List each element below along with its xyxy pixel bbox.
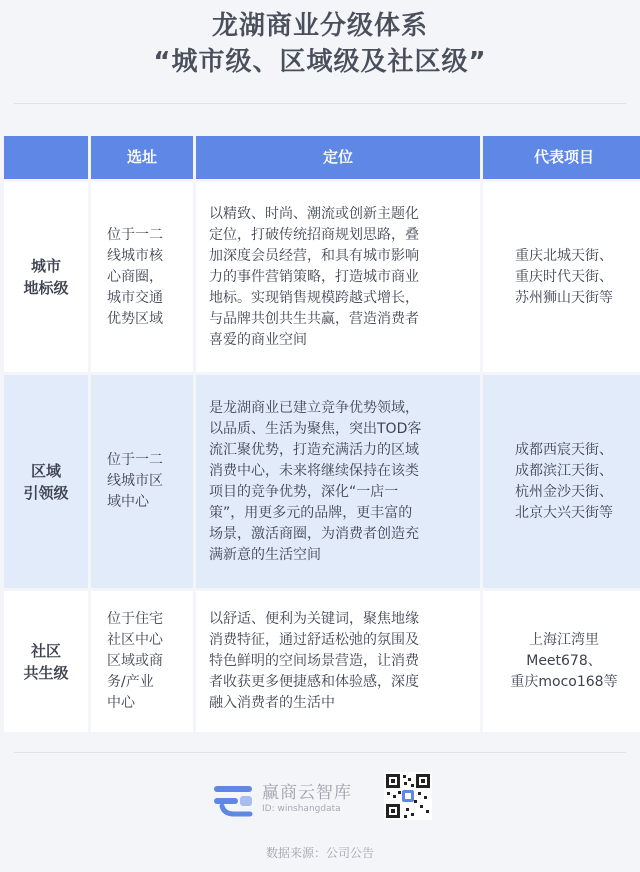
qr-code-icon (384, 772, 432, 820)
positioning-text: 以舒适、便利为关键词，聚焦地缘 消费特征，通过舒适松弛的氛围及 特色鲜明的空间场景营造，让消费 者收获更多便捷感和体验感，深度 融入消费者的生活中 (209, 611, 419, 711)
projects-text: 重庆北城天街、 重庆时代天街、 苏州狮山天街等 (515, 247, 613, 306)
title-divider (14, 103, 626, 104)
header-level (4, 136, 88, 179)
classification-table (4, 136, 636, 732)
positioning-text: 以精致、时尚、潮流或创新主题化 定位，打破传统招商规划思路，叠 加深度会员经营，和具有城市影响 力的事件营销策略，打造城市商业 地标。实现销售规模跨越式增长， 与品牌共创共生共赢，营造消费者 喜爱的商业空间 (209, 205, 419, 348)
brand-name: 赢商云智库 (262, 783, 352, 803)
title-line-2: “城市级、区域级及社区级” (153, 47, 487, 77)
level-label: 社区 共生级 (23, 641, 69, 682)
table-row-2-level (4, 375, 88, 588)
table-row-3-projects (483, 591, 640, 732)
header-positioning: 定位 (196, 136, 480, 179)
table-row-1-location (91, 182, 193, 372)
table-row-3-positioning (196, 591, 480, 732)
positioning-text: 是龙湖商业已建立竞争优势领域， 以品质、生活为聚焦，突出TOD客 流汇聚优势，打造充满活力的区域 消费中心，未来将继续保持在该类 项目的竞争优势，深化“一店一 策”，用更多元的品牌，更丰富的 场景，激活商圈，为消费者创造充 满新意的生活空间 (209, 399, 422, 563)
title-line-1: 龙湖商业分级体系 (211, 11, 428, 41)
level-label: 城市 地标级 (23, 257, 69, 297)
data-source-note: 数据来源：公司公告 (265, 846, 374, 860)
table-row-1-level (4, 182, 88, 372)
table-row-2-projects (483, 375, 640, 588)
level-label: 区域 引领级 (23, 461, 69, 502)
table-row-3-location (91, 591, 193, 732)
brand-id: ID: winshangdata (262, 804, 341, 814)
location-text: 位于住宅 社区中心 区域或商 务/产业 中心 (107, 611, 163, 711)
table-row-1-positioning (196, 182, 480, 372)
projects-text: 上海江湾里 Meet678、 重庆moco168等 (510, 632, 618, 690)
winshang-logo-icon (212, 778, 256, 818)
table-row-2-positioning (196, 375, 480, 588)
location-text: 位于一二 线城市区 域中心 (107, 452, 163, 510)
projects-text: 成都西宸天街、 成都滨江天街、 杭州金沙天街、 北京大兴天街等 (515, 441, 613, 521)
location-text: 位于一二 线城市核 心商圈， 城市交通 优势区域 (107, 226, 163, 327)
table-row-2-location (91, 375, 193, 588)
table-row-1-projects (483, 182, 640, 372)
footer-divider (14, 752, 626, 753)
header-projects: 代表项目 (483, 136, 640, 179)
page-title (0, 8, 640, 80)
table-row-3-level (4, 591, 88, 732)
header-location: 选址 (91, 136, 193, 179)
